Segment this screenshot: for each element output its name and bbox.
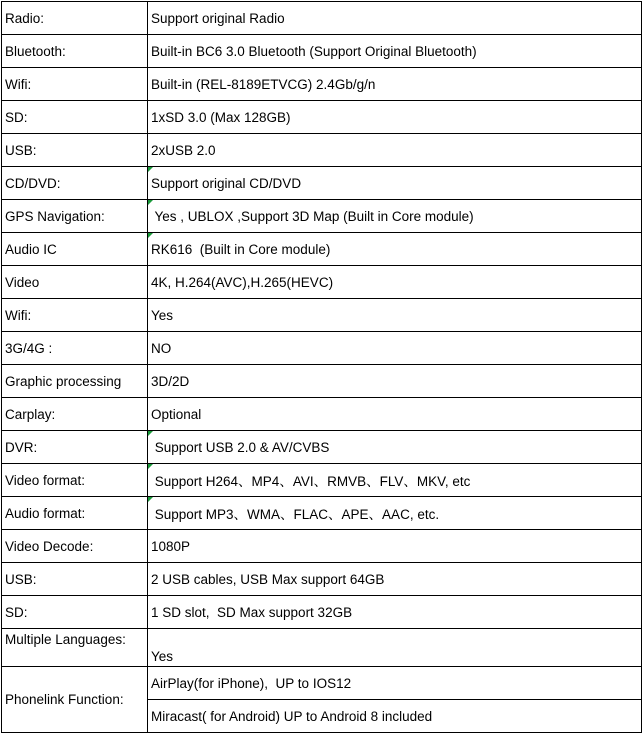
spec-label-cell (2, 299, 148, 332)
spec-row (2, 332, 642, 365)
spec-value-cell (148, 68, 642, 101)
spec-row (2, 563, 642, 596)
spec-value: Optional (151, 406, 202, 422)
spec-label: SD: (5, 109, 28, 125)
cell-marker-icon (148, 431, 153, 436)
spec-value-cell (148, 667, 642, 700)
spec-value: 1 SD slot, SD Max support 32GB (151, 604, 353, 620)
spec-label: Video Decode: (5, 538, 94, 554)
spec-row (2, 68, 642, 101)
spec-value: AirPlay(for iPhone), UP to IOS12 (151, 675, 352, 691)
spec-label: CD/DVD: (5, 175, 61, 191)
spec-value-cell (148, 167, 642, 200)
spec-row (2, 365, 642, 398)
spec-value-cell (148, 464, 642, 497)
spec-row (2, 167, 642, 200)
spec-label-cell (2, 563, 148, 596)
spec-row (2, 101, 642, 134)
spec-row (2, 2, 642, 35)
spec-value: Support MP3、WMA、FLAC、APE、AAC, etc. (151, 507, 440, 522)
spec-label: Bluetooth: (5, 43, 66, 59)
spec-value: Support USB 2.0 & AV/CVBS (151, 439, 330, 455)
spec-label-cell (2, 332, 148, 365)
spec-label-cell (2, 431, 148, 464)
spec-label: Radio: (5, 10, 45, 26)
spec-label: Video format: (5, 472, 86, 488)
cell-marker-icon (148, 167, 153, 172)
spec-value-cell (148, 365, 642, 398)
spec-label-cell (2, 629, 148, 667)
spec-label-cell (2, 266, 148, 299)
spec-value: 2xUSB 2.0 (151, 142, 216, 158)
spec-value: Support original CD/DVD (151, 175, 302, 191)
spec-value-cell (148, 35, 642, 68)
spec-label: USB: (5, 571, 37, 587)
spec-label-cell (2, 497, 148, 530)
spec-value: Built-in BC6 3.0 Bluetooth (Support Original Bluetooth) (151, 43, 477, 59)
spec-value-cell (148, 266, 642, 299)
spec-row (2, 233, 642, 266)
spec-row (2, 134, 642, 167)
spec-value-cell (148, 398, 642, 431)
spec-row (2, 398, 642, 431)
spec-value: 4K, H.264(AVC),H.265(HEVC) (151, 274, 334, 290)
spec-label-cell (2, 233, 148, 266)
spec-row (2, 497, 642, 530)
spec-row (2, 266, 642, 299)
spec-label: Wifi: (5, 307, 32, 323)
spec-value-cell (148, 431, 642, 464)
spec-value: 2 USB cables, USB Max support 64GB (151, 571, 385, 587)
spec-value-cell (148, 233, 642, 266)
spec-label-cell (2, 200, 148, 233)
spec-value: Yes , UBLOX ,Support 3D Map (Built in Core module) (151, 208, 474, 224)
spec-label: Carplay: (5, 406, 56, 422)
spec-row (2, 464, 642, 497)
spec-value: Built-in (REL-8189ETVCG) 2.4Gb/g/n (151, 76, 376, 92)
spec-table (1, 1, 642, 733)
spec-label-cell (2, 530, 148, 563)
spec-row (2, 431, 642, 464)
spec-label-cell (2, 167, 148, 200)
spec-label: USB: (5, 142, 37, 158)
spec-label: SD: (5, 604, 28, 620)
spec-value-cell (148, 101, 642, 134)
spec-label: Multiple Languages: (5, 632, 126, 647)
spec-row (2, 200, 642, 233)
spec-label-cell (2, 365, 148, 398)
spec-value-cell (148, 530, 642, 563)
spec-table-body (2, 2, 642, 733)
spec-label-cell (2, 464, 148, 497)
spec-row (2, 596, 642, 629)
spec-value: 1080P (151, 538, 191, 554)
spec-value-cell (148, 2, 642, 35)
spec-value: 1xSD 3.0 (Max 128GB) (151, 109, 291, 125)
spec-value: NO (151, 340, 172, 356)
cell-marker-icon (148, 200, 153, 205)
spec-value-cell (148, 596, 642, 629)
spec-value-cell (148, 200, 642, 233)
spec-label: Audio format: (5, 505, 86, 521)
spec-value-cell (148, 563, 642, 596)
spec-label-cell (2, 667, 148, 733)
spec-value: 3D/2D (151, 373, 190, 389)
cell-marker-icon (148, 233, 153, 238)
spec-row (2, 530, 642, 563)
spec-value: RK616 (Built in Core module) (151, 241, 331, 257)
spec-label-cell (2, 2, 148, 35)
spec-label-cell (2, 35, 148, 68)
spec-row (2, 667, 642, 700)
spec-row (2, 35, 642, 68)
spec-value-cell (148, 134, 642, 167)
spec-label: Graphic processing (5, 373, 122, 389)
spec-label: Phonelink Function: (5, 692, 124, 707)
spec-value-cell (148, 700, 642, 733)
spec-value: Yes (151, 649, 174, 664)
spec-label-cell (2, 398, 148, 431)
spec-value-cell (148, 332, 642, 365)
spec-label-cell (2, 68, 148, 101)
cell-marker-icon (148, 497, 153, 502)
spec-label: Video (5, 274, 40, 290)
spec-value-cell (148, 299, 642, 332)
spec-label: DVR: (5, 439, 38, 455)
spec-row (2, 629, 642, 667)
spec-value: Yes (151, 307, 174, 323)
spec-label-cell (2, 134, 148, 167)
spec-label-cell (2, 101, 148, 134)
spec-row (2, 299, 642, 332)
cell-marker-icon (148, 464, 153, 469)
spec-label: GPS Navigation: (5, 208, 105, 224)
spec-label: 3G/4G : (5, 340, 53, 356)
spec-value: Support H264、MP4、AVI、RMVB、FLV、MKV, etc (151, 474, 471, 489)
spec-value-cell (148, 629, 642, 667)
spec-label-cell (2, 596, 148, 629)
spec-label: Audio IC (5, 241, 57, 257)
spec-value-cell (148, 497, 642, 530)
spec-value: Miracast( for Android) UP to Android 8 included (151, 708, 433, 724)
spec-value: Support original Radio (151, 10, 285, 26)
spec-label: Wifi: (5, 76, 32, 92)
